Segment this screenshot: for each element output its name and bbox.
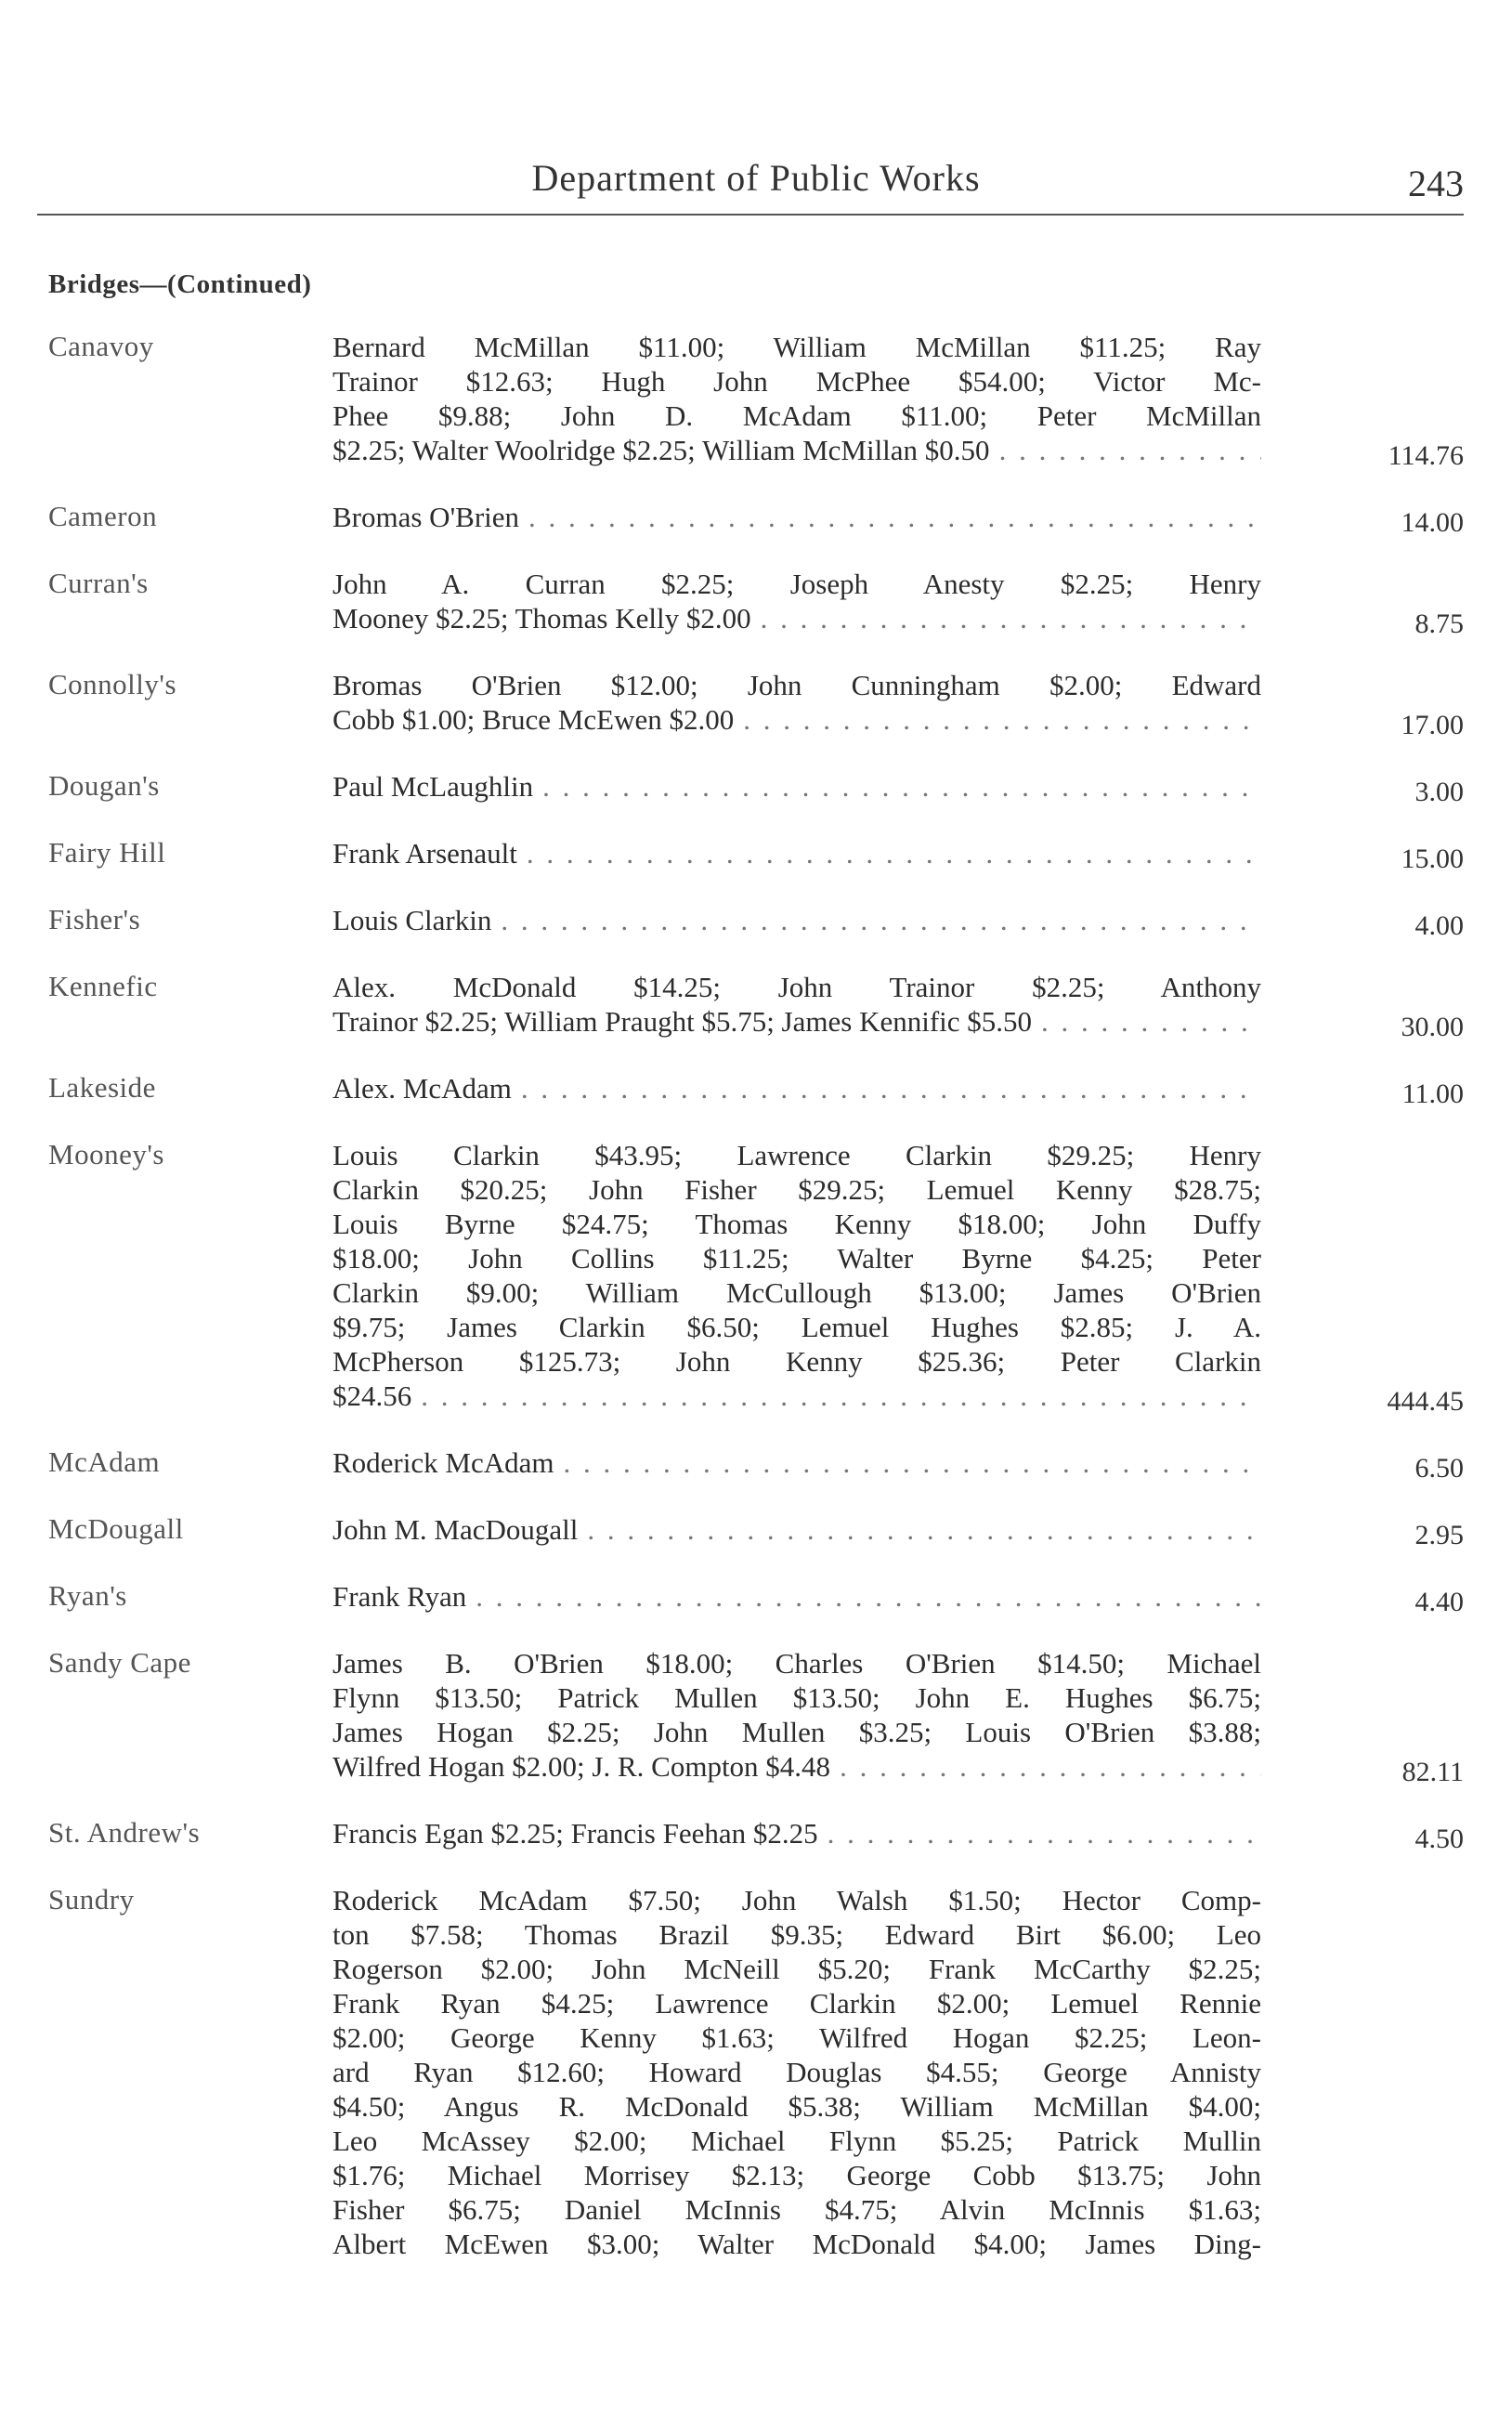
entry-text xyxy=(332,567,1261,635)
entry-line-text: $2.25; Walter Woolridge $2.25; William McMillan $0.50 xyxy=(332,434,990,466)
entry-amount: 11.00 xyxy=(1401,1079,1464,1109)
section-heading: Bridges—(Continued) xyxy=(48,269,312,299)
entry-text xyxy=(332,500,1261,534)
dot-leader xyxy=(999,433,1261,467)
page-number: 243 xyxy=(1408,163,1464,204)
entry-line-text: John M. MacDougall xyxy=(332,1513,579,1546)
dot-leader xyxy=(828,1816,1261,1850)
entry-line: Albert McEwen $3.00; Walter McDonald $4.00; James Ding- xyxy=(332,2228,1261,2260)
entry-line xyxy=(332,1816,1261,1850)
dot-leader xyxy=(521,1071,1261,1105)
entry-line xyxy=(332,1512,1261,1547)
entry-text xyxy=(332,1883,1261,2261)
dot-leader xyxy=(501,903,1261,937)
entry-amount: 82.11 xyxy=(1401,1757,1464,1787)
entry-line: Frank Ryan $4.25; Lawrence Clarkin $2.00; Lemuel Rennie xyxy=(332,1987,1261,2020)
entry-line: ton $7.58; Thomas Brazil $9.35; Edward Birt $6.00; Leo xyxy=(332,1918,1261,1951)
dot-leader xyxy=(421,1379,1261,1413)
entry-line-text: Mooney $2.25; Thomas Kelly $2.00 xyxy=(332,602,751,634)
entry-line: $4.50; Angus R. McDonald $5.38; William McMillan $4.00; xyxy=(332,2090,1261,2123)
entry-line: Rogerson $2.00; John McNeill $5.20; Frank McCarthy $2.25; xyxy=(332,1953,1261,1985)
entry-text xyxy=(332,769,1261,804)
entry-line-text: Frank Arsenault xyxy=(332,837,517,870)
dot-leader xyxy=(563,1445,1261,1480)
dot-leader xyxy=(527,836,1261,870)
entry-line: Alex. McDonald $14.25; John Trainor $2.25; Anthony xyxy=(332,971,1261,1003)
entry-line-text: $24.56 xyxy=(332,1379,412,1412)
entry-line: John A. Curran $2.25; Joseph Anesty $2.25; Henry xyxy=(332,568,1261,600)
entry-line xyxy=(332,500,1261,534)
dot-leader xyxy=(476,1579,1261,1614)
entry-line-text: Bromas O'Brien xyxy=(332,501,520,533)
entry-line: Clarkin $20.25; John Fisher $29.25; Lemuel Kenny $28.75; xyxy=(332,1173,1261,1206)
entry-amount: 4.50 xyxy=(1414,1824,1464,1854)
entry-line-text: Alex. McAdam xyxy=(332,1072,512,1105)
entry-amount: 114.76 xyxy=(1388,440,1464,471)
entry-text xyxy=(332,903,1261,937)
entry-name: Cameron xyxy=(48,500,158,532)
entry-name: Ryan's xyxy=(48,1579,127,1612)
entry-line xyxy=(332,1445,1261,1480)
entry-line xyxy=(332,1004,1261,1039)
entry-amount: 444.45 xyxy=(1387,1386,1464,1417)
entry-name: Fisher's xyxy=(48,903,141,935)
entry-amount: 2.95 xyxy=(1414,1520,1464,1550)
entry-amount: 14.00 xyxy=(1401,507,1464,538)
entry-text xyxy=(332,1138,1261,1413)
entry-name: Sandy Cape xyxy=(48,1646,191,1679)
entry-amount: 6.50 xyxy=(1414,1453,1464,1484)
entry-text xyxy=(332,970,1261,1039)
entry-line-text: Francis Egan $2.25; Francis Feehan $2.25 xyxy=(332,1817,818,1850)
entry-line xyxy=(332,702,1261,737)
entry-name: Curran's xyxy=(48,567,149,599)
entry-line: Clarkin $9.00; William McCullough $13.00; James O'Brien xyxy=(332,1276,1261,1309)
entry-line-text: Paul McLaughlin xyxy=(332,770,534,803)
entry-name: Connolly's xyxy=(48,668,177,700)
entry-line-text: Trainor $2.25; William Praught $5.75; James Kennific $5.50 xyxy=(332,1005,1033,1038)
entry-text xyxy=(332,1512,1261,1547)
running-head xyxy=(0,156,1512,212)
entry-line xyxy=(332,1749,1261,1784)
entry-line xyxy=(332,903,1261,937)
entry-line: $1.76; Michael Morrisey $2.13; George Cobb $13.75; John xyxy=(332,2159,1261,2191)
entry-name: McAdam xyxy=(48,1445,161,1478)
entry-line: $9.75; James Clarkin $6.50; Lemuel Hughes $2.85; J. A. xyxy=(332,1311,1261,1343)
dot-leader xyxy=(587,1512,1261,1547)
entry-name: Canavoy xyxy=(48,330,154,362)
entry-line: James Hogan $2.25; John Mullen $3.25; Louis O'Brien $3.88; xyxy=(332,1716,1261,1748)
entry-name: Lakeside xyxy=(48,1071,156,1104)
dot-leader xyxy=(761,601,1261,635)
entry-text xyxy=(332,1646,1261,1784)
dot-leader xyxy=(840,1749,1261,1784)
dot-leader xyxy=(1041,1004,1261,1039)
entry-text xyxy=(332,836,1261,870)
entry-line: Leo McAssey $2.00; Michael Flynn $5.25; Patrick Mullin xyxy=(332,2125,1261,2157)
entry-name: Fairy Hill xyxy=(48,836,166,869)
dot-leader xyxy=(743,702,1261,737)
entry-name: Dougan's xyxy=(48,769,160,802)
entry-name: St. Andrew's xyxy=(48,1816,201,1849)
entry-line xyxy=(332,1579,1261,1614)
entry-line: Bromas O'Brien $12.00; John Cunningham $2.00; Edward xyxy=(332,669,1261,701)
entry-line xyxy=(332,836,1261,870)
entry-text xyxy=(332,1816,1261,1850)
entry-name: Kennefic xyxy=(48,970,158,1002)
entry-line: Louis Byrne $24.75; Thomas Kenny $18.00; John Duffy xyxy=(332,1208,1261,1240)
entry-text xyxy=(332,668,1261,737)
dot-leader xyxy=(542,769,1261,804)
entry-line xyxy=(332,1071,1261,1105)
entry-amount: 15.00 xyxy=(1401,843,1464,874)
entry-line: $18.00; John Collins $11.25; Walter Byrne $4.25; Peter xyxy=(332,1242,1261,1275)
entry-name: Mooney's xyxy=(48,1138,164,1170)
entry-line: Phee $9.88; John D. McAdam $11.00; Peter McMillan xyxy=(332,399,1261,432)
entry-line: McPherson $125.73; John Kenny $25.36; Peter Clarkin xyxy=(332,1345,1261,1378)
entry-line xyxy=(332,433,1261,467)
entry-line-text: Louis Clarkin xyxy=(332,904,492,936)
entry-line-text: Wilfred Hogan $2.00; J. R. Compton $4.48 xyxy=(332,1750,831,1783)
entry-text xyxy=(332,1071,1261,1105)
entry-line: Bernard McMillan $11.00; William McMillan $11.25; Ray xyxy=(332,331,1261,363)
entry-amount: 4.40 xyxy=(1414,1587,1464,1617)
running-title: Department of Public Works xyxy=(531,157,981,199)
entry-amount: 30.00 xyxy=(1401,1012,1464,1042)
entry-line: $2.00; George Kenny $1.63; Wilfred Hogan $2.25; Leon- xyxy=(332,2021,1261,2054)
entry-name: Sundry xyxy=(48,1883,135,1916)
entry-line: Trainor $12.63; Hugh John McPhee $54.00; Victor Mc- xyxy=(332,365,1261,398)
entry-name: McDougall xyxy=(48,1512,184,1545)
entry-text xyxy=(332,330,1261,467)
dot-leader xyxy=(528,500,1261,534)
entry-text xyxy=(332,1579,1261,1614)
entry-amount: 8.75 xyxy=(1414,608,1464,639)
entry-line: James B. O'Brien $18.00; Charles O'Brien $14.50; Michael xyxy=(332,1647,1261,1680)
entry-line xyxy=(332,1379,1261,1413)
entry-line: Louis Clarkin $43.95; Lawrence Clarkin $29.25; Henry xyxy=(332,1139,1261,1171)
entry-line-text: Cobb $1.00; Bruce McEwen $2.00 xyxy=(332,703,735,736)
entry-amount: 3.00 xyxy=(1414,777,1464,807)
entry-text xyxy=(332,1445,1261,1480)
header-rule xyxy=(37,214,1464,216)
entry-amount: 4.00 xyxy=(1414,910,1464,941)
entry-line xyxy=(332,601,1261,635)
entry-line-text: Roderick McAdam xyxy=(332,1446,554,1479)
entry-line xyxy=(332,769,1261,804)
entry-line: Flynn $13.50; Patrick Mullen $13.50; John E. Hughes $6.75; xyxy=(332,1681,1261,1714)
entry-line: Fisher $6.75; Daniel McInnis $4.75; Alvin McInnis $1.63; xyxy=(332,2193,1261,2226)
entry-line: ard Ryan $12.60; Howard Douglas $4.55; George Annisty xyxy=(332,2056,1261,2088)
entry-line: Roderick McAdam $7.50; John Walsh $1.50; Hector Comp- xyxy=(332,1884,1261,1916)
entry-amount: 17.00 xyxy=(1401,710,1464,740)
entry-line-text: Frank Ryan xyxy=(332,1580,467,1613)
